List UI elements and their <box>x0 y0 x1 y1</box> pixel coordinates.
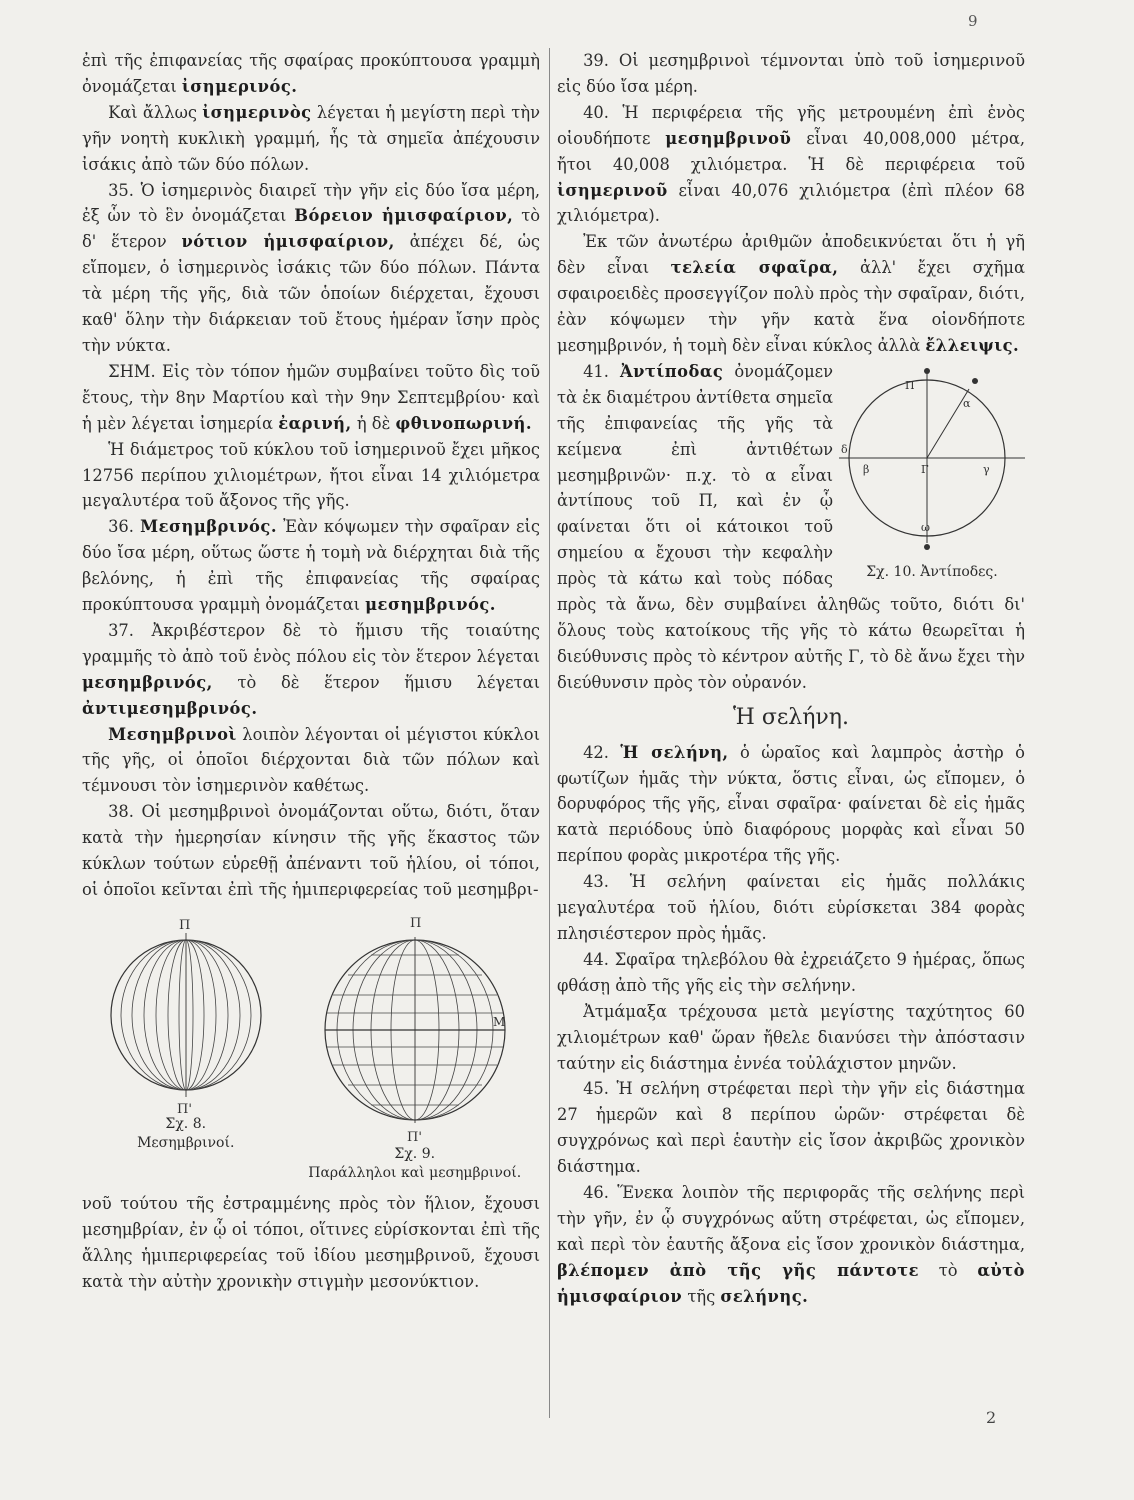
fig10-label-beta: β <box>863 462 870 476</box>
fig10-label-gamma: γ <box>983 462 990 476</box>
paragraph-diameter: Ἡ διάμετρος τοῦ κύκλου τοῦ ἰσημερινοῦ ἔχει μῆκος 12756 περίπου χιλιομέτρων, ἤτοι εἶναι 14 χιλιόμετρα μεγαλυτέρα τοῦ ἄξονος τῆς γῆς. <box>82 439 540 511</box>
text: λοιπὸν λέγονται οἱ μέγιστοι κύκλοι τῆς γῆς, οἱ ὁποῖοι διέρχονται διὰ τῶν πόλων καὶ τέμνουσι τὸν ἰσημερινὸν καθέτως. <box>82 724 540 796</box>
text: ΣΗΜ. Εἰς τὸν τόπον ἡμῶν συμβαίνει τοῦτο δὶς τοῦ ἔτους, τὴν 8ην Μαρτίου καὶ τὴν 9ην Σεπτεμβρίου· καὶ ἡ μὲν λέγεται ἰσημερία <box>82 361 540 433</box>
paragraph-38-continued: νοῦ τούτου τῆς ἐστραμμένης πρὸς τὸν ἥλιον, ἔχουσι μεσημβρίαν, ἐν ᾧ οἱ τόποι, οἵτινες εὑρίσκονται ἐπὶ τῆς ἄλλης ἡμιπεριφερείας τοῦ ἰδίου μεσημβρινοῦ, ἔχουσι κατὰ τὴν αὐτὴν χρονικὴν στιγμὴν μεσονύκτιον. <box>82 1193 540 1291</box>
term-meridian: μεσημβρινός. <box>365 595 496 615</box>
text: τῆς <box>687 1286 716 1306</box>
paragraph-note <box>82 359 540 437</box>
text: 42. <box>583 742 609 762</box>
term-meridian: μεσημβρινός, <box>82 672 213 692</box>
text: Ἐκ τῶν ἀνωτέρω ἀριθμῶν ἀποδεικνύεται ὅτι ἡ γῆ δὲν εἶναι <box>557 232 1025 278</box>
term-moon: σελήνης. <box>720 1286 809 1306</box>
term-meridians: Μεσημβρινοὶ <box>108 724 237 744</box>
fig8-label-bottom: Π' <box>176 1101 192 1115</box>
text: εἶναι 40,008,000 μέτρα, ἤτοι 40,008 χιλιόμετρα. Ἡ δὲ περιφέρεια τοῦ <box>557 128 1025 174</box>
term-isemerinos: ἰσημερινός. <box>181 76 298 96</box>
text: ὀνομάζομεν τὰ ἐκ διαμέτρου ἀντίθετα σημεῖα τῆς ἐπιφανείας τῆς γῆς τὰ κείμενα ἐπὶ ἀντιθέτων μεσημβρινῶν· π.χ. τὸ α εἶναι ἀντίπους τοῦ Π, καὶ ἐν ᾧ φαίνεται ὅτι οἱ κάτοικοι τοῦ σημείου α ἔχουσι τὴν κεφαλὴν πρὸς τὰ κάτω καὶ τοὺς πόδας πρὸς τὰ ἄνω, δὲν συμβαίνει ἀληθῶς τοῦτο, διότι δι' ὅλους τοὺς κατοίκους τῆς γῆς τὸ κάτω θεωρεῖται ἡ διεύθυνσις πρὸς τὸ κέντρον αὐτῆς Γ, τὸ δὲ ἄνω ἔχει τὴν διεύθυνσιν πρὸς τὸν οὐρανόν. <box>557 361 1025 692</box>
text: εἶναι 40,076 χιλιόμετρα (ἐπὶ πλέον 68 χιλιόμετρα). <box>557 180 1025 226</box>
fig10-label-alpha: α <box>963 396 971 410</box>
figure-8-number: Σχ. 8. <box>165 1115 207 1132</box>
figure-10-number: Σχ. 10. <box>866 563 916 580</box>
column-rule <box>549 48 550 1418</box>
paragraph-equator-def <box>82 100 540 178</box>
fig10-label-omega: ω <box>921 520 930 534</box>
term-isemerinos: ἰσημερινὸς <box>202 102 312 122</box>
text: τὸ δ' ἕτερον <box>82 206 540 252</box>
right-column <box>557 48 1025 1310</box>
paragraph-locomotive: Ἀτμάμαξα τρέχουσα μετὰ μεγίστης ταχύτητος 60 χιλιομέτρων καθ' ὥραν ἤθελε διανύσει τὴν ἀπόστασιν ταύτην εἰς διάστημα ἐννέα τοὐλάχιστον μηνῶν. <box>557 1001 1025 1073</box>
term-southern-hemisphere: νότιον ἡμισφαίριον, <box>181 232 395 252</box>
text: λέγεται ἡ μεγίστη περὶ τὴν γῆν νοητὴ κυκλικὴ γραμμή, ἧς τὰ σημεῖα ἀπέχουσιν ἰσάκις ἀπὸ τῶν δύο πόλων. <box>82 102 540 174</box>
term-ellipse: ἔλλειψις. <box>925 335 1020 355</box>
text: ἐπὶ τῆς ἐπιφανείας τῆς σφαίρας προκύπτουσα γραμμὴ ὀνομάζεται <box>82 51 540 96</box>
meridians-globe-illustration <box>101 915 271 1115</box>
term-equator: ἰσημερινοῦ <box>557 180 668 200</box>
fig9-label-top: Π <box>409 915 422 931</box>
text: Ἐὰν κόψωμεν τὴν σφαῖραν εἰς δύο ἴσα μέρη, οὕτως ὥστε ἡ τομὴ νὰ διέρχηται διὰ τῆς βελόνης, ἡ ἐπὶ τῆς ἐπιφανείας τῆς σφαίρας προκύπτουσα γραμμὴ ὀνομάζεται <box>82 517 540 615</box>
figure-9 <box>308 915 521 1183</box>
text: τὸ δὲ ἕτερον ἥμισυ λέγεται <box>237 672 540 692</box>
text: τὸ <box>938 1260 958 1280</box>
signature-mark: 2 <box>986 1408 997 1427</box>
term-moon: Ἡ σελήνη, <box>620 742 729 762</box>
term-northern-hemisphere: Βόρειον ἡμισφαίριον, <box>294 206 514 226</box>
text: 36. <box>108 517 134 537</box>
text: ἀλλ' ἔχει σχῆμα σφαιροειδὲς προσεγγίζον πολὺ πρὸς τὴν σφαῖραν, διότι, ἐὰν κόψωμεν τὴν γῆν κατὰ ἕνα οἱονδήποτε μεσημβρινόν, ἡ τομὴ δὲν εἶναι κύκλος ἀλλὰ <box>557 258 1025 355</box>
fig9-label-bottom: Π' <box>406 1129 422 1145</box>
text: 46. Ἕνεκα λοιπὸν τῆς περιφορᾶς τῆς σελήνης περὶ τὴν γῆν, ἐν ᾧ συγχρόνως αὕτη στρέφεται, ὡς εἴπομεν, καὶ περὶ τὸν ἑαυτῆς ἄξονα εἰς ἴσον χρονικὸν διάστημα, <box>557 1183 1025 1254</box>
text: 35. Ὁ ἰσημερινὸς διαιρεῖ τὴν γῆν εἰς δύο ἴσα μέρη, ἐξ ὧν τὸ ἓν ὀνομάζεται <box>82 180 540 226</box>
term-perfect-sphere: τελεία σφαῖρα, <box>670 258 839 278</box>
term-antipodes: Ἀντίποδας <box>620 361 724 381</box>
paragraph-44: 44. Σφαῖρα τηλεβόλου θὰ ἐχρειάζετο 9 ἡμέρας, ὅπως φθάσῃ ἀπὸ τῆς γῆς εἰς τὴν σελήνην. <box>557 949 1025 995</box>
parallels-meridians-globe-illustration <box>315 915 515 1145</box>
page-number: 9 <box>968 12 978 30</box>
term-same-hemisphere: αὐτὸ ἡμισφαίριον <box>557 1260 1025 1306</box>
figure-8 <box>101 915 271 1183</box>
figures-8-9 <box>82 915 540 1183</box>
paragraph-38: 38. Οἱ μεσημβρινοὶ ὀνομάζονται οὕτω, διότι, ὅταν κατὰ τὴν ἡμερησίαν κίνησιν τῆς γῆς ἕκαστος τῶν κύκλων τούτων εὑρεθῇ ἀπέναντι τοῦ ἡλίου, οἱ τόποι, οἱ ὁποῖοι κεῖνται ἐπὶ τῆς ἡμιπεριφερείας τοῦ μεσημβρι- <box>82 802 540 899</box>
paragraph-43: 43. Ἡ σελήνη φαίνεται εἰς ἡμᾶς πολλάκις μεγαλυτέρα τοῦ ἡλίου, διότι εὑρίσκεται 384 φορὰς πλησιέστερον πρὸς ἡμᾶς. <box>557 872 1025 943</box>
fig9-label-m: Μ <box>492 1014 506 1029</box>
text: ἡ δὲ <box>356 413 391 433</box>
term-spring: ἐαρινή, <box>278 413 352 433</box>
figure-8-caption: Μεσημβρινοί. <box>137 1134 235 1151</box>
paragraph-35 <box>82 178 540 359</box>
figure-9-caption: Παράλληλοι καὶ μεσημβρινοί. <box>308 1164 522 1181</box>
fig10-label-center: Γ <box>921 462 929 476</box>
fig10-label-delta: δ <box>841 442 848 456</box>
figure-9-number: Σχ. 9. <box>394 1145 436 1162</box>
fig10-label-pi: Π <box>905 378 915 392</box>
text: ὁ ὡραῖος καὶ λαμπρὸς ἀστὴρ ὁ φωτίζων ἡμᾶς τὴν νύκτα, ὅστις εἶναι, ὡς εἴπομεν, ὁ δορυφόρος τῆς γῆς, εἶναι σφαῖρα· φαίνεται δὲ εἰς ἡμᾶς κατὰ περιόδους ὑπὸ διαφόρους μορφὰς καὶ εἶναι 50 περίπου φορὰς μικροτέρα τῆς γῆς. <box>557 742 1025 866</box>
text: 41. <box>583 361 609 381</box>
term-we-always-see: βλέπομεν ἀπὸ τῆς γῆς πάντοτε <box>557 1260 919 1280</box>
paragraph-39: 39. Οἱ μεσημβρινοὶ τέμνονται ὑπὸ τοῦ ἰσημερινοῦ εἰς δύο ἴσα μέρη. <box>557 51 1025 96</box>
paragraph-37 <box>82 618 540 722</box>
text: Καὶ ἄλλως <box>108 102 197 122</box>
section-title-moon: Ἡ σελήνη. <box>733 704 849 730</box>
paragraph-40 <box>557 100 1025 230</box>
left-column <box>82 48 540 1295</box>
figure-10-caption <box>839 563 1025 581</box>
fig8-label-top: Π <box>178 917 191 933</box>
term-antimeridian: ἀντιμεσημβρινός. <box>82 698 258 718</box>
paragraph-42 <box>557 740 1025 870</box>
paragraph-meridians <box>82 722 540 800</box>
figure-10-title: Ἀντίποδες. <box>920 563 998 580</box>
text: ἀπέχει δέ, ὡς εἴπομεν, ὁ ἰσημερινὸς ἰσάκις τῶν δύο πόλων. Πάντα τὰ μέρη τῆς γῆς, διὰ τῶν ὁποίων διέρχεται, ἔχουσι καθ' ὅλην τὴν διάρκειαν τοῦ ἔτους ἡμέραν ἴσην πρὸς τὴν νύκτα. <box>82 232 540 355</box>
paragraph-45: 45. Ἡ σελήνη στρέφεται περὶ τὴν γῆν εἰς διάστημα 27 ἡμερῶν καὶ 8 περίπου ὡρῶν· στρέφεται δὲ συγχρόνως καὶ περὶ ἑαυτὴν εἰς ἴσον ἀκριβῶς χρονικὸν διάστημα. <box>557 1079 1025 1177</box>
paragraph-46 <box>557 1180 1025 1310</box>
paragraph-equator-intro <box>82 48 540 100</box>
antipodes-illustration <box>839 363 1025 563</box>
term-meridian: μεσημβρινοῦ <box>665 128 792 148</box>
paragraph-36 <box>82 514 540 618</box>
text: 37. Ἀκριβέστερον δὲ τὸ ἥμισυ τῆς τοιαύτης γραμμῆς τὸ ἀπὸ τοῦ ἑνὸς πόλου εἰς τὸν ἕτερον λέγεται <box>82 620 540 666</box>
figure-10 <box>839 363 1025 581</box>
term-autumn: φθινοπωρινή. <box>395 413 533 433</box>
text: 40. Ἡ περιφέρεια τῆς γῆς μετρουμένη ἐπὶ ἑνὸς οἱουδήποτε <box>557 102 1025 148</box>
paragraph-shape <box>557 229 1025 359</box>
term-meridian: Μεσημβρινός. <box>140 517 277 537</box>
